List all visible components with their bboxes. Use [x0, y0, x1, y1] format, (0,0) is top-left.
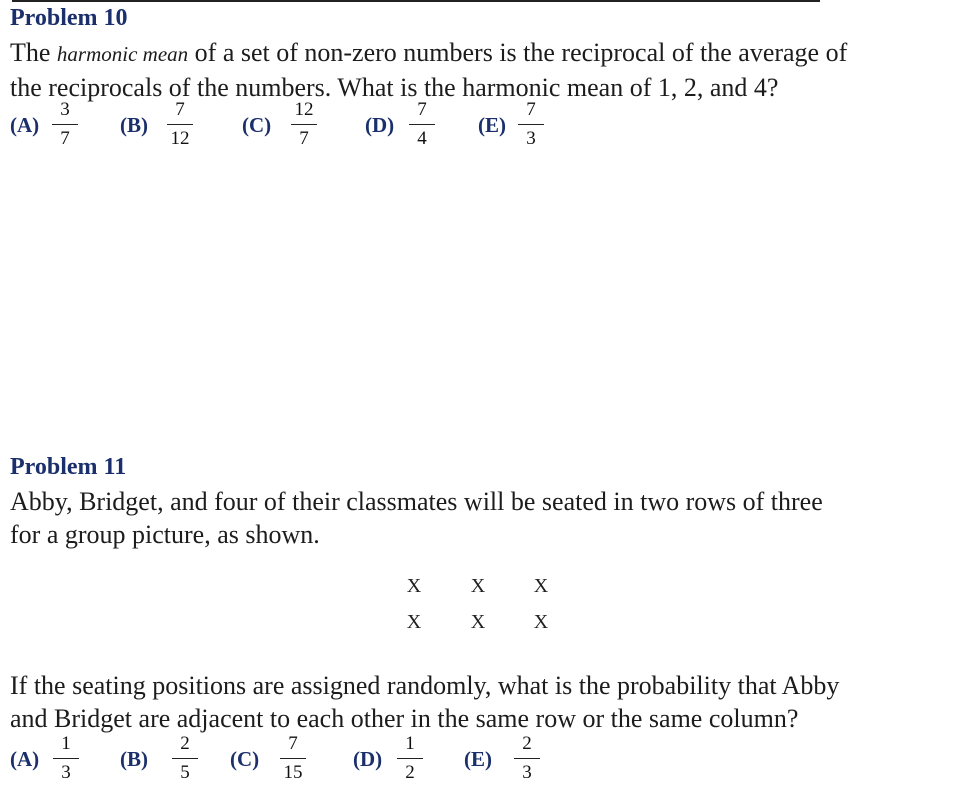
- problem-11-question-line-2: and Bridget are adjacent to each other in the same row or the same column?: [10, 704, 799, 733]
- seating-diagram: [404, 575, 554, 645]
- numerator: 7: [288, 733, 298, 754]
- fraction-bar: [52, 124, 78, 125]
- denominator: 4: [417, 128, 427, 149]
- problem-11-title: Problem 11: [10, 454, 127, 480]
- numerator: 1: [405, 733, 415, 754]
- problem-10-title: Problem 10: [10, 5, 128, 31]
- problem-10-text-rest: of a set of non-zero numbers is the reciprocal of the average of: [194, 38, 848, 67]
- fraction: [516, 99, 546, 150]
- fraction-bar: [280, 758, 306, 759]
- problem-11-line-1: Abby, Bridget, and four of their classmates will be seated in two rows of three: [10, 487, 823, 516]
- numerator: 12: [294, 99, 314, 120]
- fraction-bar: [291, 124, 317, 125]
- fraction-bar: [409, 124, 435, 125]
- problem-11-choices: [10, 733, 910, 793]
- fraction: [170, 733, 200, 784]
- numerator: 1: [61, 733, 71, 754]
- choice-label: (D): [365, 113, 395, 137]
- problem-11-line-2: for a group picture, as shown.: [10, 520, 320, 549]
- choice-label: (A): [10, 113, 40, 137]
- seat-marker: X: [533, 611, 549, 633]
- harmonic-mean-term: harmonic mean: [56, 42, 189, 66]
- fraction-bar: [53, 758, 79, 759]
- choice-label: (B): [120, 113, 148, 137]
- fraction: [395, 733, 425, 784]
- problem-10-line-1: [10, 36, 960, 71]
- numerator: 7: [175, 99, 185, 120]
- seat-marker: X: [470, 611, 486, 633]
- fraction: [165, 99, 195, 150]
- fraction: [289, 99, 319, 150]
- problem-11-question-line-1: If the seating positions are assigned randomly, what is the probability that Abby: [10, 671, 840, 700]
- fraction: [51, 733, 81, 784]
- problem-10-choices: [10, 99, 910, 159]
- problem-10-text-pre: The: [10, 38, 51, 67]
- fraction-bar: [514, 758, 540, 759]
- denominator: 7: [60, 128, 70, 149]
- denominator: 2: [405, 762, 415, 783]
- problem-11-text: [10, 485, 960, 551]
- denominator: 3: [526, 128, 536, 149]
- fraction: [512, 733, 542, 784]
- top-rule: [12, 0, 820, 2]
- problem-10-line-2: the reciprocals of the numbers. What is the harmonic mean of 1, 2, and 4?: [10, 73, 779, 102]
- seat-marker: X: [533, 575, 549, 597]
- denominator: 3: [61, 762, 71, 783]
- denominator: 15: [283, 762, 303, 783]
- choice-label: (C): [242, 113, 272, 137]
- seat-marker: X: [470, 575, 486, 597]
- numerator: 2: [180, 733, 190, 754]
- denominator: 12: [170, 128, 190, 149]
- problem-10-text: [10, 36, 960, 104]
- problem-11-question: [10, 669, 960, 735]
- choice-label: (D): [353, 747, 383, 771]
- fraction: [50, 99, 80, 150]
- fraction-bar: [172, 758, 198, 759]
- fraction: [407, 99, 437, 150]
- fraction-bar: [167, 124, 193, 125]
- seat-marker: X: [406, 611, 422, 633]
- fraction-bar: [518, 124, 544, 125]
- choice-label: (E): [478, 113, 506, 137]
- numerator: 3: [60, 99, 70, 120]
- seat-marker: X: [406, 575, 422, 597]
- choice-label: (C): [230, 747, 260, 771]
- choice-label: (B): [120, 747, 148, 771]
- fraction-bar: [397, 758, 423, 759]
- denominator: 3: [522, 762, 532, 783]
- denominator: 7: [299, 128, 309, 149]
- numerator: 2: [522, 733, 532, 754]
- choice-label: (E): [464, 747, 492, 771]
- denominator: 5: [180, 762, 190, 783]
- numerator: 7: [417, 99, 427, 120]
- choice-label: (A): [10, 747, 40, 771]
- fraction: [278, 733, 308, 784]
- numerator: 7: [526, 99, 536, 120]
